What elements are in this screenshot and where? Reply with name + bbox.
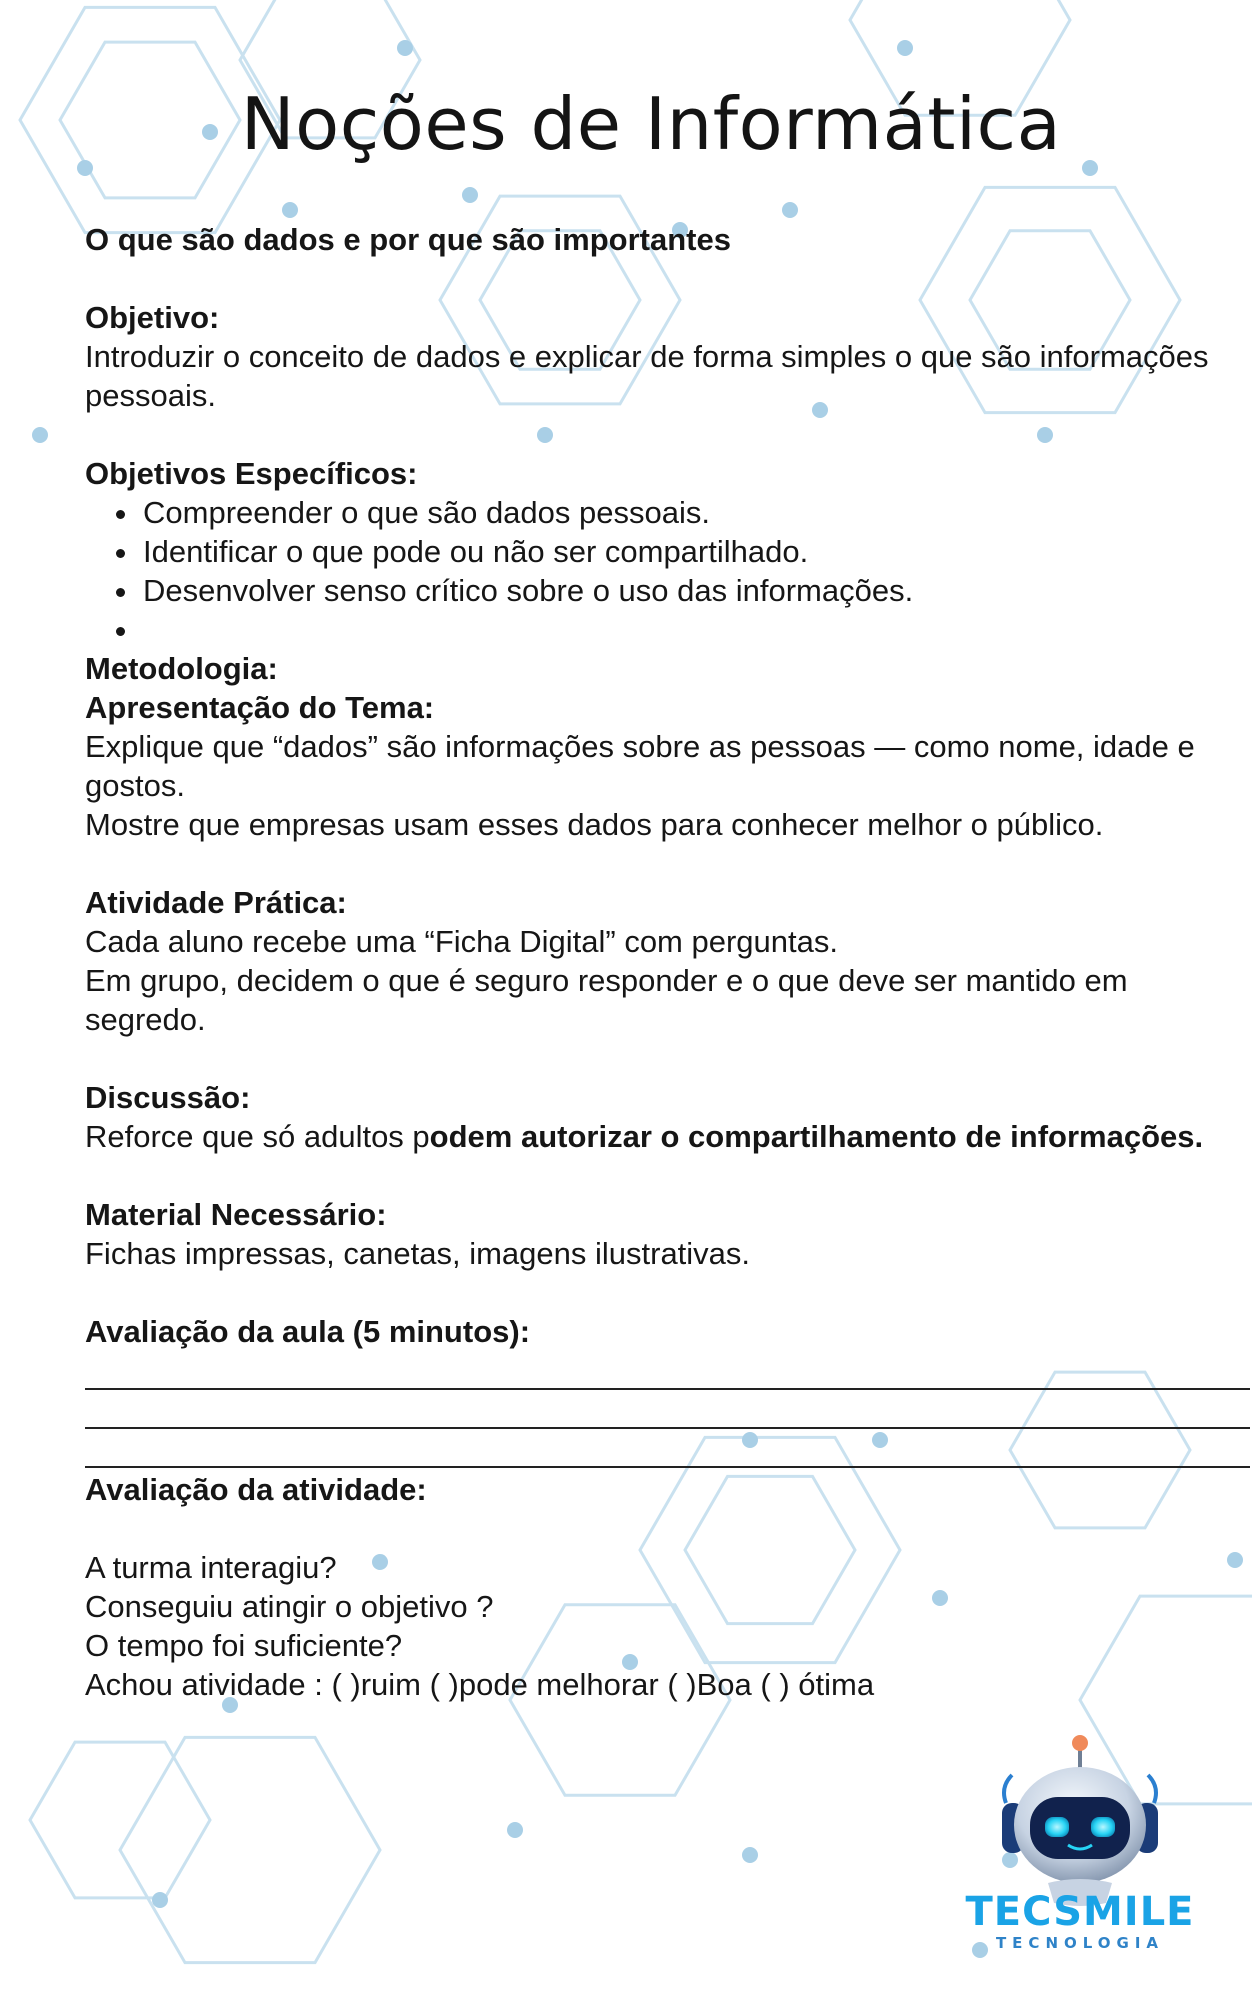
decorative-dot	[782, 202, 798, 218]
question-avaliacao: Achou atividade : ( )ruim ( )pode melhorar ( )Boa ( ) ótima	[85, 1667, 875, 1702]
metodologia-heading: Metodologia:	[85, 651, 278, 686]
avaliacao-aula-heading: Avaliação da aula (5 minutos):	[85, 1314, 531, 1349]
list-item: • Identificar o que pode ou não ser compartilhado.	[141, 532, 1245, 571]
decorative-dot	[397, 40, 413, 56]
atividade-text-1: Cada aluno recebe uma “Ficha Digital” com perguntas.	[85, 924, 838, 959]
discussao-heading: Discussão:	[85, 1080, 251, 1115]
material-text: Fichas impressas, canetas, imagens ilustrativas.	[85, 1236, 751, 1271]
material-heading: Material Necessário:	[85, 1197, 387, 1232]
atividade-text-2: Em grupo, decidem o que é seguro responder e o que deve ser mantido em segredo.	[85, 963, 1128, 1037]
especificos-list	[85, 493, 1245, 649]
answer-line[interactable]	[85, 1351, 1250, 1390]
answer-line[interactable]	[85, 1429, 1250, 1468]
apresentacao-text-1: Explique que “dados” são informações sobre as pessoas — como nome, idade e gostos.	[85, 729, 1195, 803]
page-title: Noções de Informática	[240, 82, 1062, 166]
list-item: • Compreender o que são dados pessoais.	[141, 493, 1245, 532]
apresentacao-heading: Apresentação do Tema:	[85, 690, 435, 725]
question-objetivo: Conseguiu atingir o objetivo ?	[85, 1589, 494, 1624]
especificos-heading: Objetivos Específicos:	[85, 456, 418, 491]
objetivo-text: Introduzir o conceito de dados e explicar de forma simples o que são informações pessoais.	[85, 339, 1209, 413]
objetivo-heading: Objetivo:	[85, 300, 220, 335]
answer-line[interactable]	[85, 1390, 1250, 1429]
brand-tagline: TECNOLOGIA	[995, 1934, 1165, 1952]
lesson-subtitle: O que são dados e por que são importantes	[85, 222, 731, 257]
brand-logo	[965, 1890, 1195, 1952]
decorative-hexagon	[120, 1737, 380, 1962]
decorative-dot	[32, 427, 48, 443]
lesson-content	[85, 220, 1245, 1704]
question-tempo: O tempo foi suficiente?	[85, 1628, 403, 1663]
decorative-dot	[742, 1847, 758, 1863]
decorative-dot	[507, 1822, 523, 1838]
decorative-dot	[897, 40, 913, 56]
discussao-text-normal: Reforce que só adultos p	[85, 1119, 430, 1154]
decorative-dot	[282, 202, 298, 218]
decorative-hexagon	[30, 1742, 210, 1898]
avaliacao-atividade-heading: Avaliação da atividade:	[85, 1472, 427, 1507]
apresentacao-text-2: Mostre que empresas usam esses dados para conhecer melhor o público.	[85, 807, 1104, 842]
question-interacao: A turma interagiu?	[85, 1550, 337, 1585]
brand-name: TECSMILE	[965, 1889, 1195, 1935]
decorative-dot	[152, 1892, 168, 1908]
decorative-dot	[462, 187, 478, 203]
discussao-text	[85, 1117, 1245, 1156]
list-item: • Desenvolver senso crítico sobre o uso das informações.	[141, 571, 1245, 610]
atividade-heading: Atividade Prática:	[85, 885, 347, 920]
list-item-empty	[141, 610, 1245, 649]
discussao-text-bold: odem autorizar o compartilhamento de informações.	[429, 1119, 1204, 1154]
